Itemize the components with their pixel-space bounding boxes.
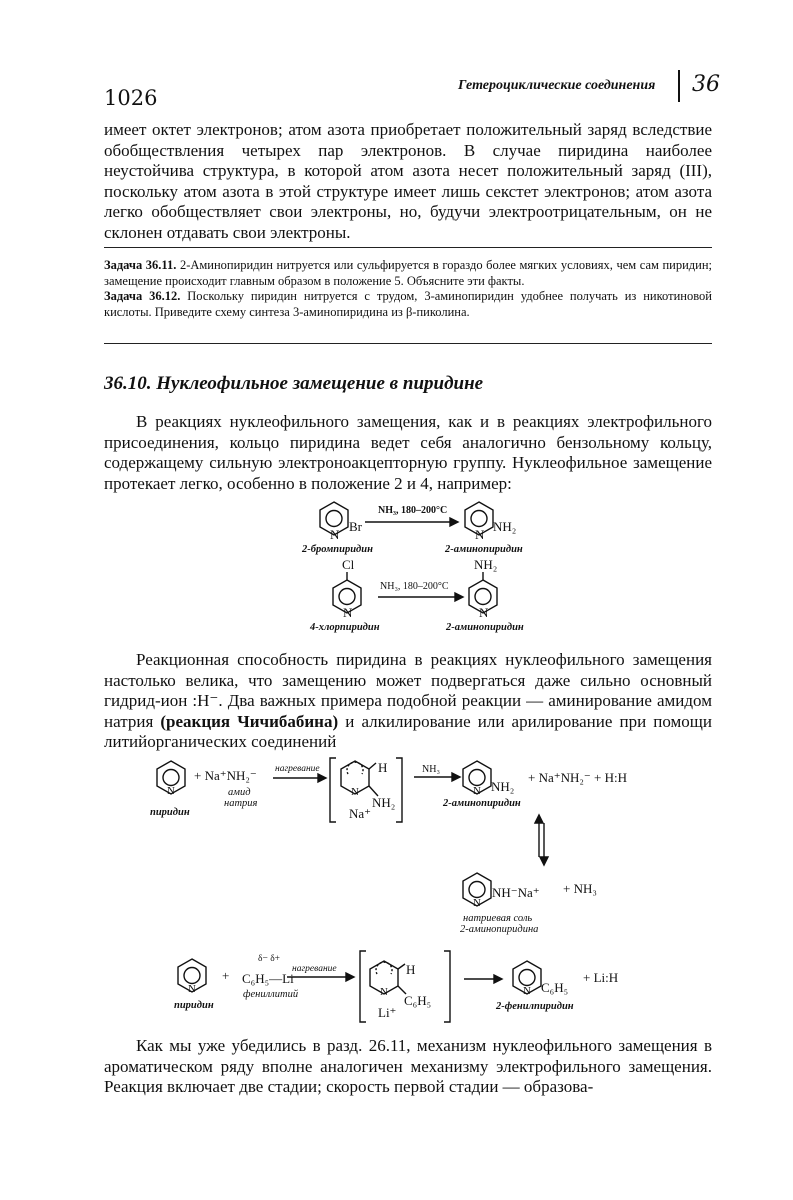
label-2-aminopyridine-1: 2-аминопиридин [445, 544, 523, 555]
label-2-aminopyridine-3: 2-аминопиридин [443, 798, 521, 809]
label-2-bromopyridine: 2-бромпиридин [302, 544, 373, 555]
intermediate-na: Na⁺ [349, 806, 372, 821]
intermediate-c6h5: C₆H₅ [404, 993, 432, 1008]
ring-n-1: N [330, 527, 340, 542]
salt-label-line2: 2-аминопиридина [460, 924, 539, 935]
chapter-number: 36 [692, 72, 720, 97]
ring-n-11: N [523, 985, 531, 997]
intermediate-h: H [378, 760, 388, 775]
partial-charges: δ− δ+ [258, 954, 281, 964]
salt-label-line1: натриевая соль [463, 913, 533, 924]
cl-substituent: Cl [342, 557, 355, 572]
intermediate-li: Li⁺ [378, 1005, 397, 1020]
ring-n-4: N [479, 605, 489, 620]
r2-conditions: NH₃, 180–200°C [380, 581, 449, 592]
page-number: 1026 [104, 86, 158, 110]
heat-label-1: нагревание [275, 764, 320, 774]
plus-na-nh2: + Na⁺NH₂⁻ [194, 768, 257, 783]
phenyllithium-formula: C₆H₅—Li [242, 971, 294, 986]
intermediate-nh2: NH₂ [372, 795, 396, 810]
label-2-aminopyridine-2: 2-аминопиридин [446, 622, 524, 633]
label-pyridine-2: пиридин [174, 1000, 214, 1011]
label-pyridine-1: пиридин [150, 807, 190, 818]
paragraph-2: Реакционная способность пиридина в реакциях нуклеофильного замещения настолько велика, что замещению может подвергаться даже сильно основный гидрид-ион :H⁻. Два важных примера подобной реакции — аминирование амидом натрия (реакция Чичибабина) и алкилирование или арилирование при помощи литийорганических соединений [104, 650, 712, 751]
lih-byproduct: + Li:H [583, 970, 619, 985]
product-nh2: NH₂ [491, 779, 515, 794]
paragraph-3: Как мы уже убедились в разд. 26.11, механизм нуклеофильного замещения в ароматическом ряду вполне аналогичен механизму электрофильного замещения. Реакция включает две стадии; скорость первой стадии — образова- [104, 1036, 712, 1096]
intro-paragraph: имеет октет электронов; атом азота приобретает положительный заряд вследствие обобществления четырех пар электронов. В случае пиридина наиболее неустойчива структура, в которой атом азота несет положительный заряд (III), поскольку атом азота в этой структуре имеет лишь секстет электронов; атом азота легко обобществляет свои электроны, но, будучи электроотрицательным, он не склонен отдавать свои электроны. [104, 120, 712, 242]
paragraph-1: В реакциях нуклеофильного замещения, как и в реакциях электрофильного присоединения, кольцо пиридина ведет себя аналогично бензольному кольцу, содержащему сильную электроноакцепторную группу. Нуклеофильное замещение протекает легко, особенно в положение 2 и 4, например: [104, 412, 712, 493]
ring-n-3: N [343, 605, 353, 620]
phenyllithium-label: фениллитий [243, 989, 299, 1000]
section-title: 36.10. Нуклеофильное замещение в пиридине [104, 373, 484, 394]
plus-sign: + [222, 968, 230, 983]
salt-substituent: NH⁻Na⁺ [492, 885, 540, 900]
product-c6h5: C₆H₅ [541, 980, 569, 995]
salt-plus-nh3: + NH₃ [563, 881, 597, 896]
br-substituent: Br [349, 519, 362, 534]
label-4-chloropyridine: 4-хлорпиридин [310, 622, 380, 633]
ring-n-8: N [473, 897, 481, 909]
intermediate-h-2: H [406, 962, 416, 977]
running-title: Гетероциклические соединения [458, 78, 656, 93]
reagent-label-line2: натрия [224, 798, 258, 809]
task-36-11: Задача 36.11. 2-Аминопиридин нитруется или сульфируется в гораздо более мягких условиях, чем сам пиридин; замещение происходит главным образом в положение 5. Объясните эти факты. [104, 258, 713, 288]
label-2-phenylpyridine: 2-фенилпиридин [496, 1001, 574, 1012]
ring-n-9: N [188, 983, 196, 995]
reagent-label-line1: амид [228, 787, 251, 798]
nh2-substituent-1: NH₂ [493, 519, 517, 534]
ring-n-7: N [473, 785, 481, 797]
nh2-substituent-2: NH₂ [474, 557, 498, 572]
task-36-12: Задача 36.12. Поскольку пиридин нитруется с трудом, 3-аминопиридин удобнее получать из никотиновой кислоты. Приведите схему синтеза 3-аминопиридина из β-пиколина. [104, 289, 712, 319]
heat-label-2: нагревание [292, 964, 337, 974]
ring-n-5: N [167, 785, 175, 797]
nh3-arrow-label: NH₃ [422, 764, 440, 775]
ring-n-6: N [351, 786, 359, 798]
ring-n-10: N [380, 986, 388, 998]
byproducts: + Na⁺NH₂⁻ + H:H [528, 770, 627, 785]
r1-conditions: NH₃, 180–200°C [378, 505, 448, 516]
ring-n-2: N [475, 527, 485, 542]
